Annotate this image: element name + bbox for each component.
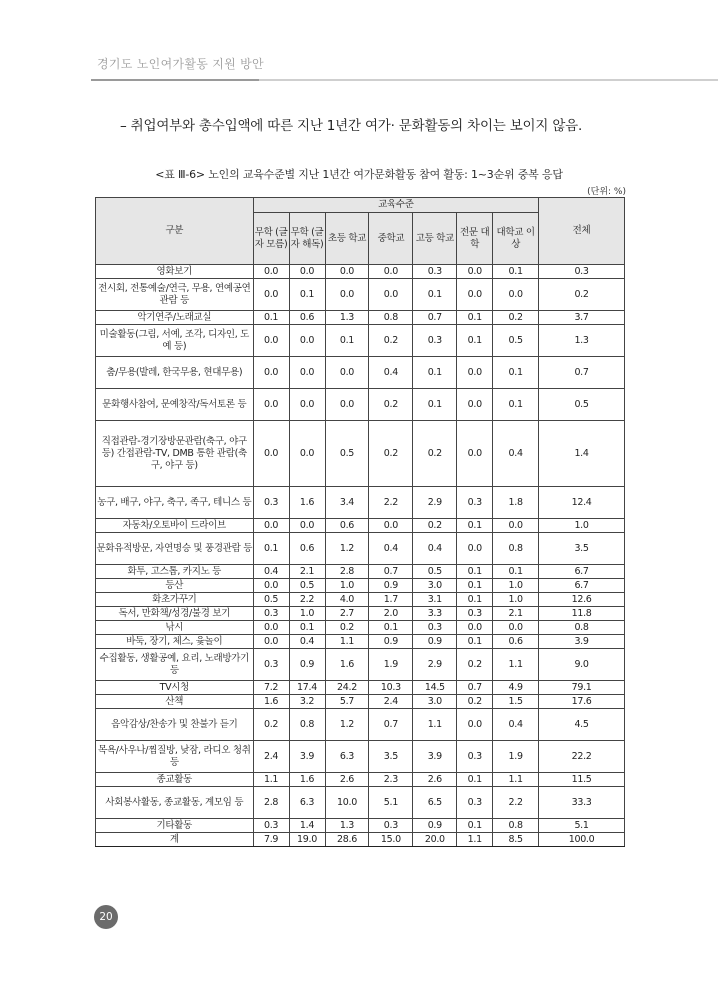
value-cell: 0.1 [369,621,413,635]
value-cell: 15.0 [369,833,413,847]
value-cell: 0.4 [493,709,539,741]
column-header: 초등 학교 [325,213,369,265]
row-label: 전시회, 전통예술/연극, 무용, 연예공연 관람 등 [96,279,254,311]
value-cell: 6.3 [325,741,369,773]
value-cell: 0.0 [289,265,325,279]
value-cell: 19.0 [289,833,325,847]
value-cell: 0.0 [289,519,325,533]
value-cell: 0.1 [493,265,539,279]
row-label: 독서, 만화책/성경/불경 보기 [96,607,254,621]
value-cell: 1.1 [253,773,289,787]
value-cell: 24.2 [325,681,369,695]
value-cell: 0.1 [493,357,539,389]
table-body [96,265,625,847]
value-cell: 0.1 [289,621,325,635]
total-cell: 12.4 [539,487,625,519]
table-row [96,681,625,695]
value-cell: 0.1 [289,279,325,311]
value-cell: 0.3 [457,787,493,819]
value-cell: 0.1 [457,311,493,325]
value-cell: 0.0 [289,357,325,389]
total-cell: 9.0 [539,649,625,681]
value-cell: 4.9 [493,681,539,695]
value-cell: 0.3 [413,325,457,357]
value-cell: 0.2 [413,421,457,487]
value-cell: 0.3 [457,741,493,773]
value-cell: 1.4 [289,819,325,833]
value-cell: 1.7 [369,593,413,607]
value-cell: 0.0 [253,389,289,421]
total-cell: 3.9 [539,635,625,649]
value-cell: 8.5 [493,833,539,847]
row-label: 화투, 고스톱, 카지노 등 [96,565,254,579]
value-cell: 0.1 [457,565,493,579]
value-cell: 0.6 [325,519,369,533]
value-cell: 0.1 [457,773,493,787]
value-cell: 0.2 [369,325,413,357]
value-cell: 0.2 [457,695,493,709]
total-cell: 33.3 [539,787,625,819]
row-label: 등산 [96,579,254,593]
value-cell: 0.0 [253,279,289,311]
value-cell: 0.1 [457,519,493,533]
table-row [96,565,625,579]
row-label: 목욕/사우나/찜질방, 낮잠, 라디오 청취 등 [96,741,254,773]
value-cell: 10.0 [325,787,369,819]
value-cell: 0.3 [253,487,289,519]
total-cell: 1.3 [539,325,625,357]
value-cell: 2.1 [493,607,539,621]
value-cell: 1.1 [457,833,493,847]
value-cell: 1.0 [289,607,325,621]
row-label: 문화행사참여, 문예창작/독서토론 등 [96,389,254,421]
value-cell: 0.2 [253,709,289,741]
value-cell: 0.0 [325,389,369,421]
value-cell: 1.9 [369,649,413,681]
value-cell: 6.3 [289,787,325,819]
value-cell: 0.2 [413,519,457,533]
total-cell: 0.8 [539,621,625,635]
value-cell: 6.5 [413,787,457,819]
value-cell: 0.4 [289,635,325,649]
table-row [96,389,625,421]
value-cell: 2.6 [325,773,369,787]
value-cell: 0.0 [253,519,289,533]
value-cell: 1.1 [325,635,369,649]
value-cell: 5.1 [369,787,413,819]
value-cell: 3.9 [413,741,457,773]
value-cell: 0.1 [413,357,457,389]
value-cell: 0.0 [457,709,493,741]
value-cell: 0.0 [253,421,289,487]
value-cell: 0.5 [325,421,369,487]
table-row [96,279,625,311]
value-cell: 0.3 [253,649,289,681]
value-cell: 0.4 [369,533,413,565]
value-cell: 0.8 [369,311,413,325]
table-row [96,621,625,635]
value-cell: 1.6 [325,649,369,681]
value-cell: 0.3 [253,819,289,833]
value-cell: 0.0 [457,421,493,487]
total-cell: 1.4 [539,421,625,487]
table-row [96,741,625,773]
value-cell: 3.9 [289,741,325,773]
value-cell: 2.4 [253,741,289,773]
row-label: 미술활동(그림, 서예, 조각, 디자인, 도예 등) [96,325,254,357]
value-cell: 0.1 [413,279,457,311]
table-row [96,421,625,487]
table-caption: <표 Ⅲ-6> 노인의 교육수준별 지난 1년간 여가문화활동 참여 활동: 1~3순위 중복 응답 [155,168,563,181]
table-row [96,819,625,833]
row-header: 구분 [96,198,254,265]
row-label: 농구, 배구, 야구, 축구, 족구, 테니스 등 [96,487,254,519]
table-row [96,649,625,681]
value-cell: 1.3 [325,819,369,833]
row-label: 사회봉사활동, 종교활동, 계모임 등 [96,787,254,819]
column-header: 대학교 이상 [493,213,539,265]
value-cell: 0.0 [457,357,493,389]
value-cell: 0.3 [413,265,457,279]
value-cell: 2.4 [369,695,413,709]
value-cell: 1.6 [289,487,325,519]
table-row [96,709,625,741]
value-cell: 0.0 [325,357,369,389]
value-cell: 0.8 [289,709,325,741]
value-cell: 3.4 [325,487,369,519]
value-cell: 5.7 [325,695,369,709]
value-cell: 2.8 [325,565,369,579]
value-cell: 2.2 [493,787,539,819]
total-cell: 22.2 [539,741,625,773]
value-cell: 0.7 [457,681,493,695]
table-row [96,487,625,519]
column-header: 고등 학교 [413,213,457,265]
row-label: 산책 [96,695,254,709]
value-cell: 0.0 [253,265,289,279]
value-cell: 0.3 [253,607,289,621]
value-cell: 0.2 [325,621,369,635]
total-cell: 0.7 [539,357,625,389]
value-cell: 0.1 [457,635,493,649]
value-cell: 0.1 [325,325,369,357]
value-cell: 0.4 [369,357,413,389]
value-cell: 0.0 [457,279,493,311]
value-cell: 0.3 [457,607,493,621]
row-label: 자동차/오토바이 드라이브 [96,519,254,533]
row-label: 직접관람-경기장방문관람(축구, 야구 등) 간접관람-TV, DMB 통한 관람(축구, 야구 등) [96,421,254,487]
value-cell: 3.2 [289,695,325,709]
value-cell: 1.2 [325,533,369,565]
value-cell: 0.6 [289,311,325,325]
column-header: 전문 대학 [457,213,493,265]
value-cell: 2.9 [413,649,457,681]
value-cell: 0.9 [369,635,413,649]
value-cell: 0.5 [493,325,539,357]
value-cell: 0.9 [413,635,457,649]
value-cell: 2.8 [253,787,289,819]
value-cell: 2.9 [413,487,457,519]
col-group-header: 교육수준 [253,198,539,213]
value-cell: 0.5 [253,593,289,607]
row-label: 영화보기 [96,265,254,279]
row-label: 문화유적방문, 자연명승 및 풍경관람 등 [96,533,254,565]
table-row [96,787,625,819]
value-cell: 0.1 [253,533,289,565]
total-cell: 17.6 [539,695,625,709]
value-cell: 0.0 [289,421,325,487]
value-cell: 0.0 [289,389,325,421]
value-cell: 0.2 [369,389,413,421]
value-cell: 1.6 [289,773,325,787]
value-cell: 14.5 [413,681,457,695]
total-cell: 11.5 [539,773,625,787]
table-row [96,265,625,279]
value-cell: 0.0 [253,621,289,635]
table-row [96,593,625,607]
value-cell: 0.3 [369,819,413,833]
value-cell: 0.4 [413,533,457,565]
data-table [95,197,625,847]
value-cell: 0.9 [413,819,457,833]
value-cell: 1.0 [493,593,539,607]
value-cell: 1.1 [493,649,539,681]
table-row [96,695,625,709]
row-label: 종교활동 [96,773,254,787]
row-label: 춤/무용(발레, 한국무용, 현대무용) [96,357,254,389]
value-cell: 0.0 [325,279,369,311]
value-cell: 2.1 [289,565,325,579]
table-row [96,579,625,593]
value-cell: 0.1 [457,325,493,357]
total-cell: 79.1 [539,681,625,695]
value-cell: 3.1 [413,593,457,607]
value-cell: 0.0 [253,635,289,649]
table-row [96,519,625,533]
value-cell: 0.1 [413,389,457,421]
value-cell: 0.0 [325,265,369,279]
value-cell: 1.0 [325,579,369,593]
unit-label: (단위: %) [587,187,626,197]
table-row [96,635,625,649]
value-cell: 1.1 [413,709,457,741]
total-cell: 0.3 [539,265,625,279]
header-rule-accent [91,79,259,81]
total-cell: 4.5 [539,709,625,741]
value-cell: 2.2 [369,487,413,519]
value-cell: 0.4 [253,565,289,579]
value-cell: 0.0 [369,265,413,279]
value-cell: 1.6 [253,695,289,709]
total-cell: 3.5 [539,533,625,565]
total-cell: 6.7 [539,565,625,579]
value-cell: 0.0 [493,279,539,311]
value-cell: 0.7 [413,311,457,325]
value-cell: 0.0 [493,621,539,635]
value-cell: 0.6 [493,635,539,649]
value-cell: 3.0 [413,579,457,593]
page-number-badge: 20 [94,905,118,929]
table-row [96,773,625,787]
row-label: 기타활동 [96,819,254,833]
value-cell: 3.3 [413,607,457,621]
value-cell: 0.1 [493,389,539,421]
row-label: TV시청 [96,681,254,695]
table-row [96,311,625,325]
table-row [96,833,625,847]
value-cell: 2.6 [413,773,457,787]
row-label: 낚시 [96,621,254,635]
total-cell: 6.7 [539,579,625,593]
table-row [96,325,625,357]
value-cell: 0.3 [457,487,493,519]
value-cell: 0.0 [253,357,289,389]
value-cell: 0.0 [457,265,493,279]
value-cell: 1.3 [325,311,369,325]
value-cell: 0.0 [457,389,493,421]
total-cell: 100.0 [539,833,625,847]
value-cell: 0.0 [289,325,325,357]
column-header: 중학교 [369,213,413,265]
value-cell: 0.2 [457,649,493,681]
value-cell: 0.1 [457,593,493,607]
value-cell: 0.8 [493,533,539,565]
total-cell: 3.7 [539,311,625,325]
value-cell: 0.3 [413,621,457,635]
value-cell: 0.1 [457,819,493,833]
total-cell: 12.6 [539,593,625,607]
value-cell: 1.0 [493,579,539,593]
value-cell: 0.1 [253,311,289,325]
value-cell: 10.3 [369,681,413,695]
value-cell: 0.8 [493,819,539,833]
value-cell: 0.0 [457,533,493,565]
value-cell: 0.0 [369,279,413,311]
value-cell: 1.8 [493,487,539,519]
value-cell: 2.3 [369,773,413,787]
value-cell: 7.9 [253,833,289,847]
value-cell: 0.1 [493,565,539,579]
value-cell: 28.6 [325,833,369,847]
value-cell: 0.4 [493,421,539,487]
total-cell: 1.0 [539,519,625,533]
value-cell: 1.1 [493,773,539,787]
value-cell: 3.0 [413,695,457,709]
total-cell: 5.1 [539,819,625,833]
value-cell: 0.7 [369,565,413,579]
value-cell: 0.2 [369,421,413,487]
table-row [96,357,625,389]
value-cell: 0.0 [457,621,493,635]
value-cell: 0.9 [289,649,325,681]
total-cell: 11.8 [539,607,625,621]
row-label: 화초가꾸기 [96,593,254,607]
total-header: 전체 [539,198,625,265]
value-cell: 20.0 [413,833,457,847]
value-cell: 0.9 [369,579,413,593]
row-label: 계 [96,833,254,847]
value-cell: 0.0 [369,519,413,533]
row-label: 바둑, 장기, 체스, 윷놀이 [96,635,254,649]
total-cell: 0.2 [539,279,625,311]
value-cell: 0.0 [253,579,289,593]
column-header: 무학 (글자 모름) [253,213,289,265]
row-label: 수집활동, 생활공예, 요리, 노래방가기 등 [96,649,254,681]
value-cell: 7.2 [253,681,289,695]
value-cell: 2.0 [369,607,413,621]
table-row [96,607,625,621]
running-head: 경기도 노인여가활동 지원 방안 [97,57,264,71]
value-cell: 0.1 [457,579,493,593]
value-cell: 3.5 [369,741,413,773]
value-cell: 4.0 [325,593,369,607]
value-cell: 0.6 [289,533,325,565]
row-label: 악기연주/노래교실 [96,311,254,325]
column-header: 무학 (글자 해독) [289,213,325,265]
value-cell: 1.5 [493,695,539,709]
row-label: 음악감상/찬송가 및 찬불가 듣기 [96,709,254,741]
total-cell: 0.5 [539,389,625,421]
table-row [96,533,625,565]
value-cell: 0.5 [413,565,457,579]
value-cell: 17.4 [289,681,325,695]
value-cell: 2.7 [325,607,369,621]
value-cell: 2.2 [289,593,325,607]
value-cell: 1.2 [325,709,369,741]
bullet-text: – 취업여부와 총수입액에 따른 지난 1년간 여가· 문화활동의 차이는 보이지 않음. [120,118,583,134]
value-cell: 0.2 [493,311,539,325]
value-cell: 0.7 [369,709,413,741]
value-cell: 1.9 [493,741,539,773]
value-cell: 0.5 [289,579,325,593]
value-cell: 0.0 [493,519,539,533]
value-cell: 0.0 [253,325,289,357]
